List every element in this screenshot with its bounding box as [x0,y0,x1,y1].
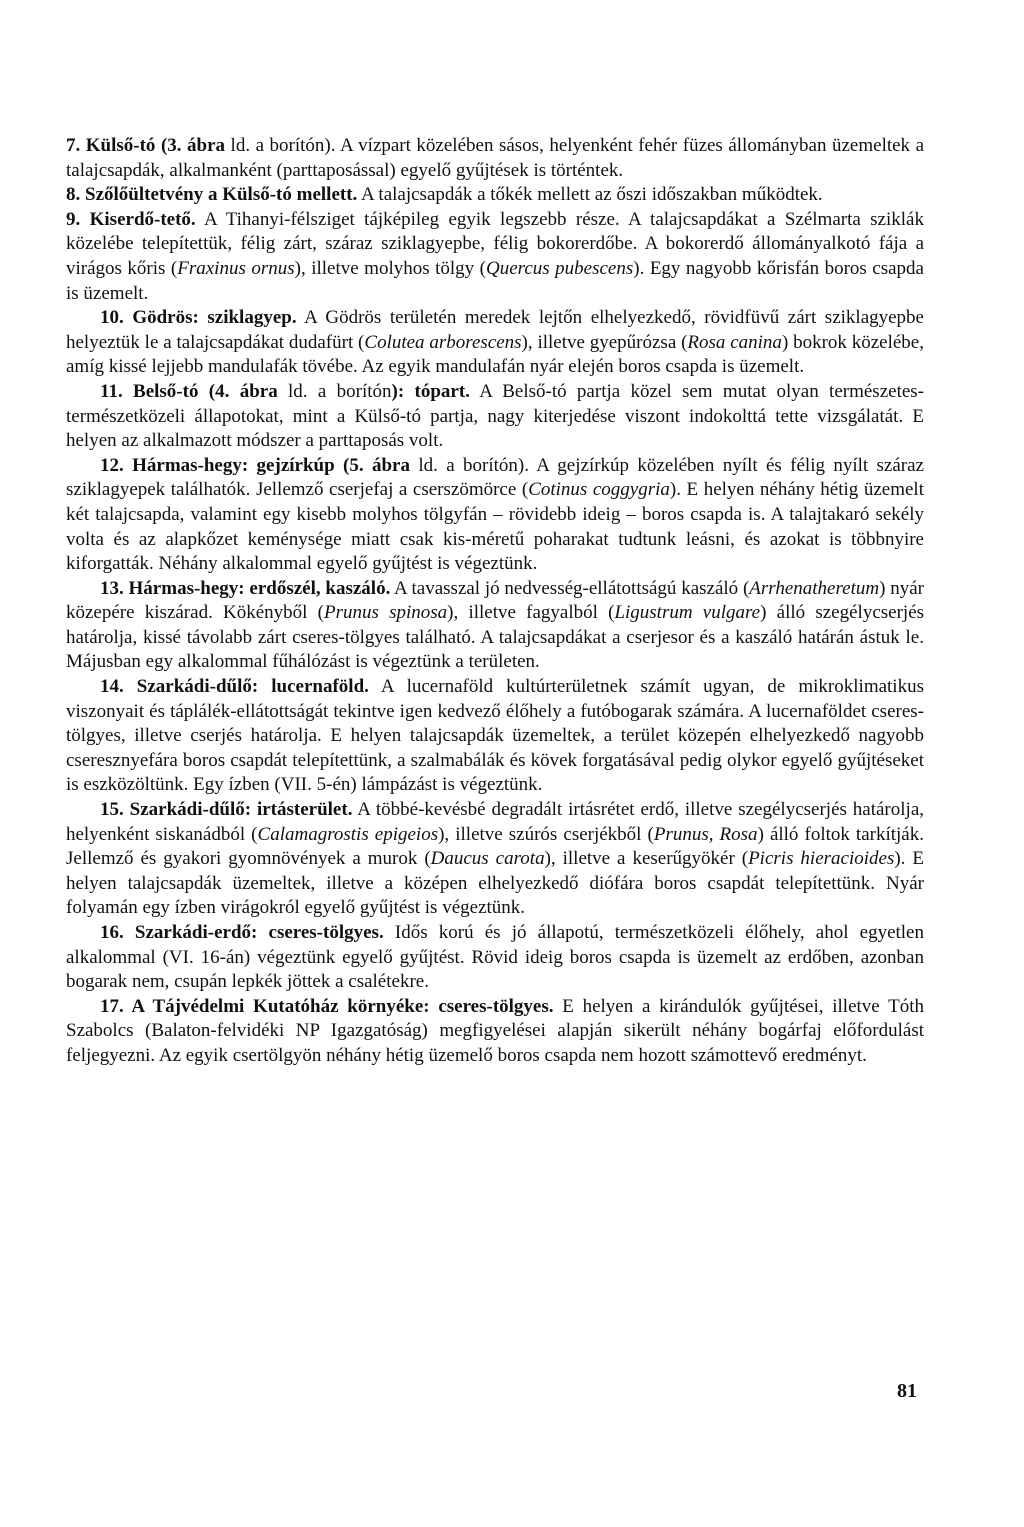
paragraph-text: ), illetve fagyalból ( [447,602,615,624]
species-name: Prunus spinosa [324,602,448,624]
paragraph [66,921,924,995]
paragraph-text: A Belső-tó partja közel sem mutat olyan természetes-természetközeli állapotokat, mint a Külső-tó partja, nagy kiterjedése viszont indokolttá tette vizsgálatát. E helyen az alkalmazott módszer a parttaposás volt. [66,380,924,452]
paragraph-text: ) álló szegélycserjés határolja, kissé távolabb zárt cseres-tölgyes található. A talajcsapdákat a cserjesor és a kaszáló határán ástuk le. Májusban egy alkalommal fűhálózást is végeztünk a területen. [66,602,925,673]
paragraph-text: A talajcsapdák a tőkék mellett az őszi időszakban működtek. [357,184,823,206]
site-heading: 12. Hármas-hegy: gejzírkúp (5. ábra [100,454,410,476]
paragraph [66,675,924,798]
species-name: Calamagrostis epigeios [257,823,439,845]
paragraph [66,798,924,921]
species-name: Quercus pubescens [486,257,634,279]
paragraph-text: ) nyár közepére kiszárad. Kökényből ( [66,577,924,624]
site-heading: 11. Belső-tó (4. ábra [100,380,278,402]
paragraph-text: A tavasszal jó nedvesség-ellátottságú kaszáló ( [390,577,750,599]
paragraph-text: ), illetve szúrós cserjékből ( [438,823,654,845]
species-name: Picris hieracioides [748,848,895,870]
paragraph-text: ), illetve molyhos tölgy ( [294,257,486,279]
species-name: Fraxinus ornus [177,257,295,279]
site-heading: 13. Hármas-hegy: erdőszél, kaszáló. [100,577,391,599]
site-heading: ): tópart. [391,380,470,402]
species-name: Daucus carota [430,848,545,870]
paragraph-text: Idős korú és jó állapotú, természetközeli élőhely, ahol egyetlen alkalommal (VI. 16-án) végeztünk egyelő gyűjtést. Rövid ideig boros csapda is üzemelt az erdőben, azonban bogarak nem, csupán lepkék jöttek a csalétekre. [66,922,924,993]
paragraph-text: A Gödrös területén meredek lejtőn elhelyezkedő, rövidfüvű zárt sziklagyepbe helyeztük le a talajcsapdákat dudafürt ( [66,307,924,353]
paragraph-text: A többé-kevésbé degradált irtásrétet erdő, illetve szegélycserjés határolja, helyenként siskanádból ( [66,799,925,845]
document-body [66,134,924,1069]
site-heading: 8. Szőlőültetvény a Külső-tó mellett. [66,184,358,206]
site-heading: 10. Gödrös: sziklagyep. [100,307,297,329]
paragraph-text: ), illetve a keserűgyökér ( [544,848,749,870]
species-name: Cotinus coggygria [528,479,670,501]
species-name: Colutea arborescens [364,331,522,353]
paragraph [66,134,924,183]
paragraph-text: ). E helyen talajcsapdák üzemeltek, illetve a középen elhelyezkedő diófára boros csapdát telepítettünk. Nyár folyamán egy ízben virágokról egyelő gyűjtést is végeztünk. [66,848,925,919]
paragraph [66,183,924,208]
paragraph-text: ). Egy nagyobb kőrisfán boros csapda is üzemelt. [66,257,924,304]
site-heading: 15. Szarkádi-dűlő: irtásterület. [100,799,353,821]
site-heading: 16. Szarkádi-erdő: cseres-tölgyes. [100,922,384,943]
site-heading: 14. Szarkádi-dűlő: lucernaföld. [100,676,369,698]
paragraph-text: ld. a borítón). A vízpart közelében sásos, helyenként fehér füzes állományban üzemeltek a talajcsapdák, alkalmanként (parttaposással) egyelő gyűjtések is történtek. [66,135,925,181]
paragraph [66,577,924,675]
paragraph [66,306,924,380]
paragraph-text: ). E helyen néhány hétig üzemelt két talajcsapda, valamint egy kisebb molyhos tölgyfán – rövidebb ideig – boros csapda is. A talajtakaró sekély volta és az alapkőzet keménysége miatt csak kis-méretű poharakat tudtunk leásni, és azokat is többnyire kiforgatták. Néhány alkalommal egyelő gyűjtést is végeztünk. [66,479,924,575]
species-name: Arrhenatheretum [749,577,880,599]
paragraph-text: ld. a borítón). A gejzírkúp közelében nyílt és félig nyílt száraz sziklagyepek találhatók. Jellemző cserjefaj a cserszömörce ( [66,454,924,501]
page-number: 81 [897,1380,917,1402]
paragraph-text: ), illetve gyepűrózsa ( [521,331,688,353]
paragraph [66,995,924,1069]
paragraph-text: ) álló foltok tarkítják. Jellemző és gyakori gyomnövények a murok ( [66,823,924,870]
paragraph [66,208,924,306]
species-name: Ligustrum vulgare [614,602,761,624]
paragraph [66,380,924,454]
paragraph-text: A Tihanyi-félsziget tájképileg egyik legszebb része. A talajcsapdákat a Szélmarta sziklák közelébe telepítettük, félig zárt, száraz sziklagyepbe, félig bokorerdőbe. A bokorerdő állományalkotó fája a virágos kőris ( [66,208,924,279]
paragraph-text: A lucernaföld kultúrterületnek számít ugyan, de mikroklimatikus viszonyait és táplálék-ellátottságát tekintve igen kedvező élőhely a futóbogarak számára. A lucernaföldet cseres-tölgyes, illetve cserjés határolja. E helyen talajcsapdák üzemeltek, a terület közepén elhelyezkedő nagyobb cseresznyefára boros csapdát telepítettünk, a szalmabálák és kövek forgatásával pedig olykor egyelő gyűjtéseket is eszközöltünk. Egy ízben (VII. 5-én) lámpázást is végeztünk. [66,676,924,796]
paragraph-text: ) bokrok közelébe, amíg kissé lejjebb mandulafák tövébe. Az egyik mandulafán nyár elején boros csapda is üzemelt. [66,331,924,378]
species-name: Prunus, Rosa [653,823,758,845]
site-heading: 9. Kiserdő-tető. [66,208,196,230]
species-name: Rosa canina [687,331,782,353]
site-heading: 7. Külső-tó (3. ábra [66,135,226,156]
paragraph-text: E helyen a kirándulók gyűjtései, illetve Tóth Szabolcs (Balaton-felvidéki NP Igazgatóság) megfigyelései alapján sikerült néhány bogárfaj előfordulást feljegyezni. Az egyik csertölgyön néhány hétig üzemelő boros csapda nem hozott számottevő eredményt. [66,995,924,1066]
paragraph-text: ld. a borítón [277,380,392,402]
site-heading: 17. A Tájvédelmi Kutatóház környéke: cseres-tölgyes. [100,995,554,1017]
paragraph [66,454,924,577]
